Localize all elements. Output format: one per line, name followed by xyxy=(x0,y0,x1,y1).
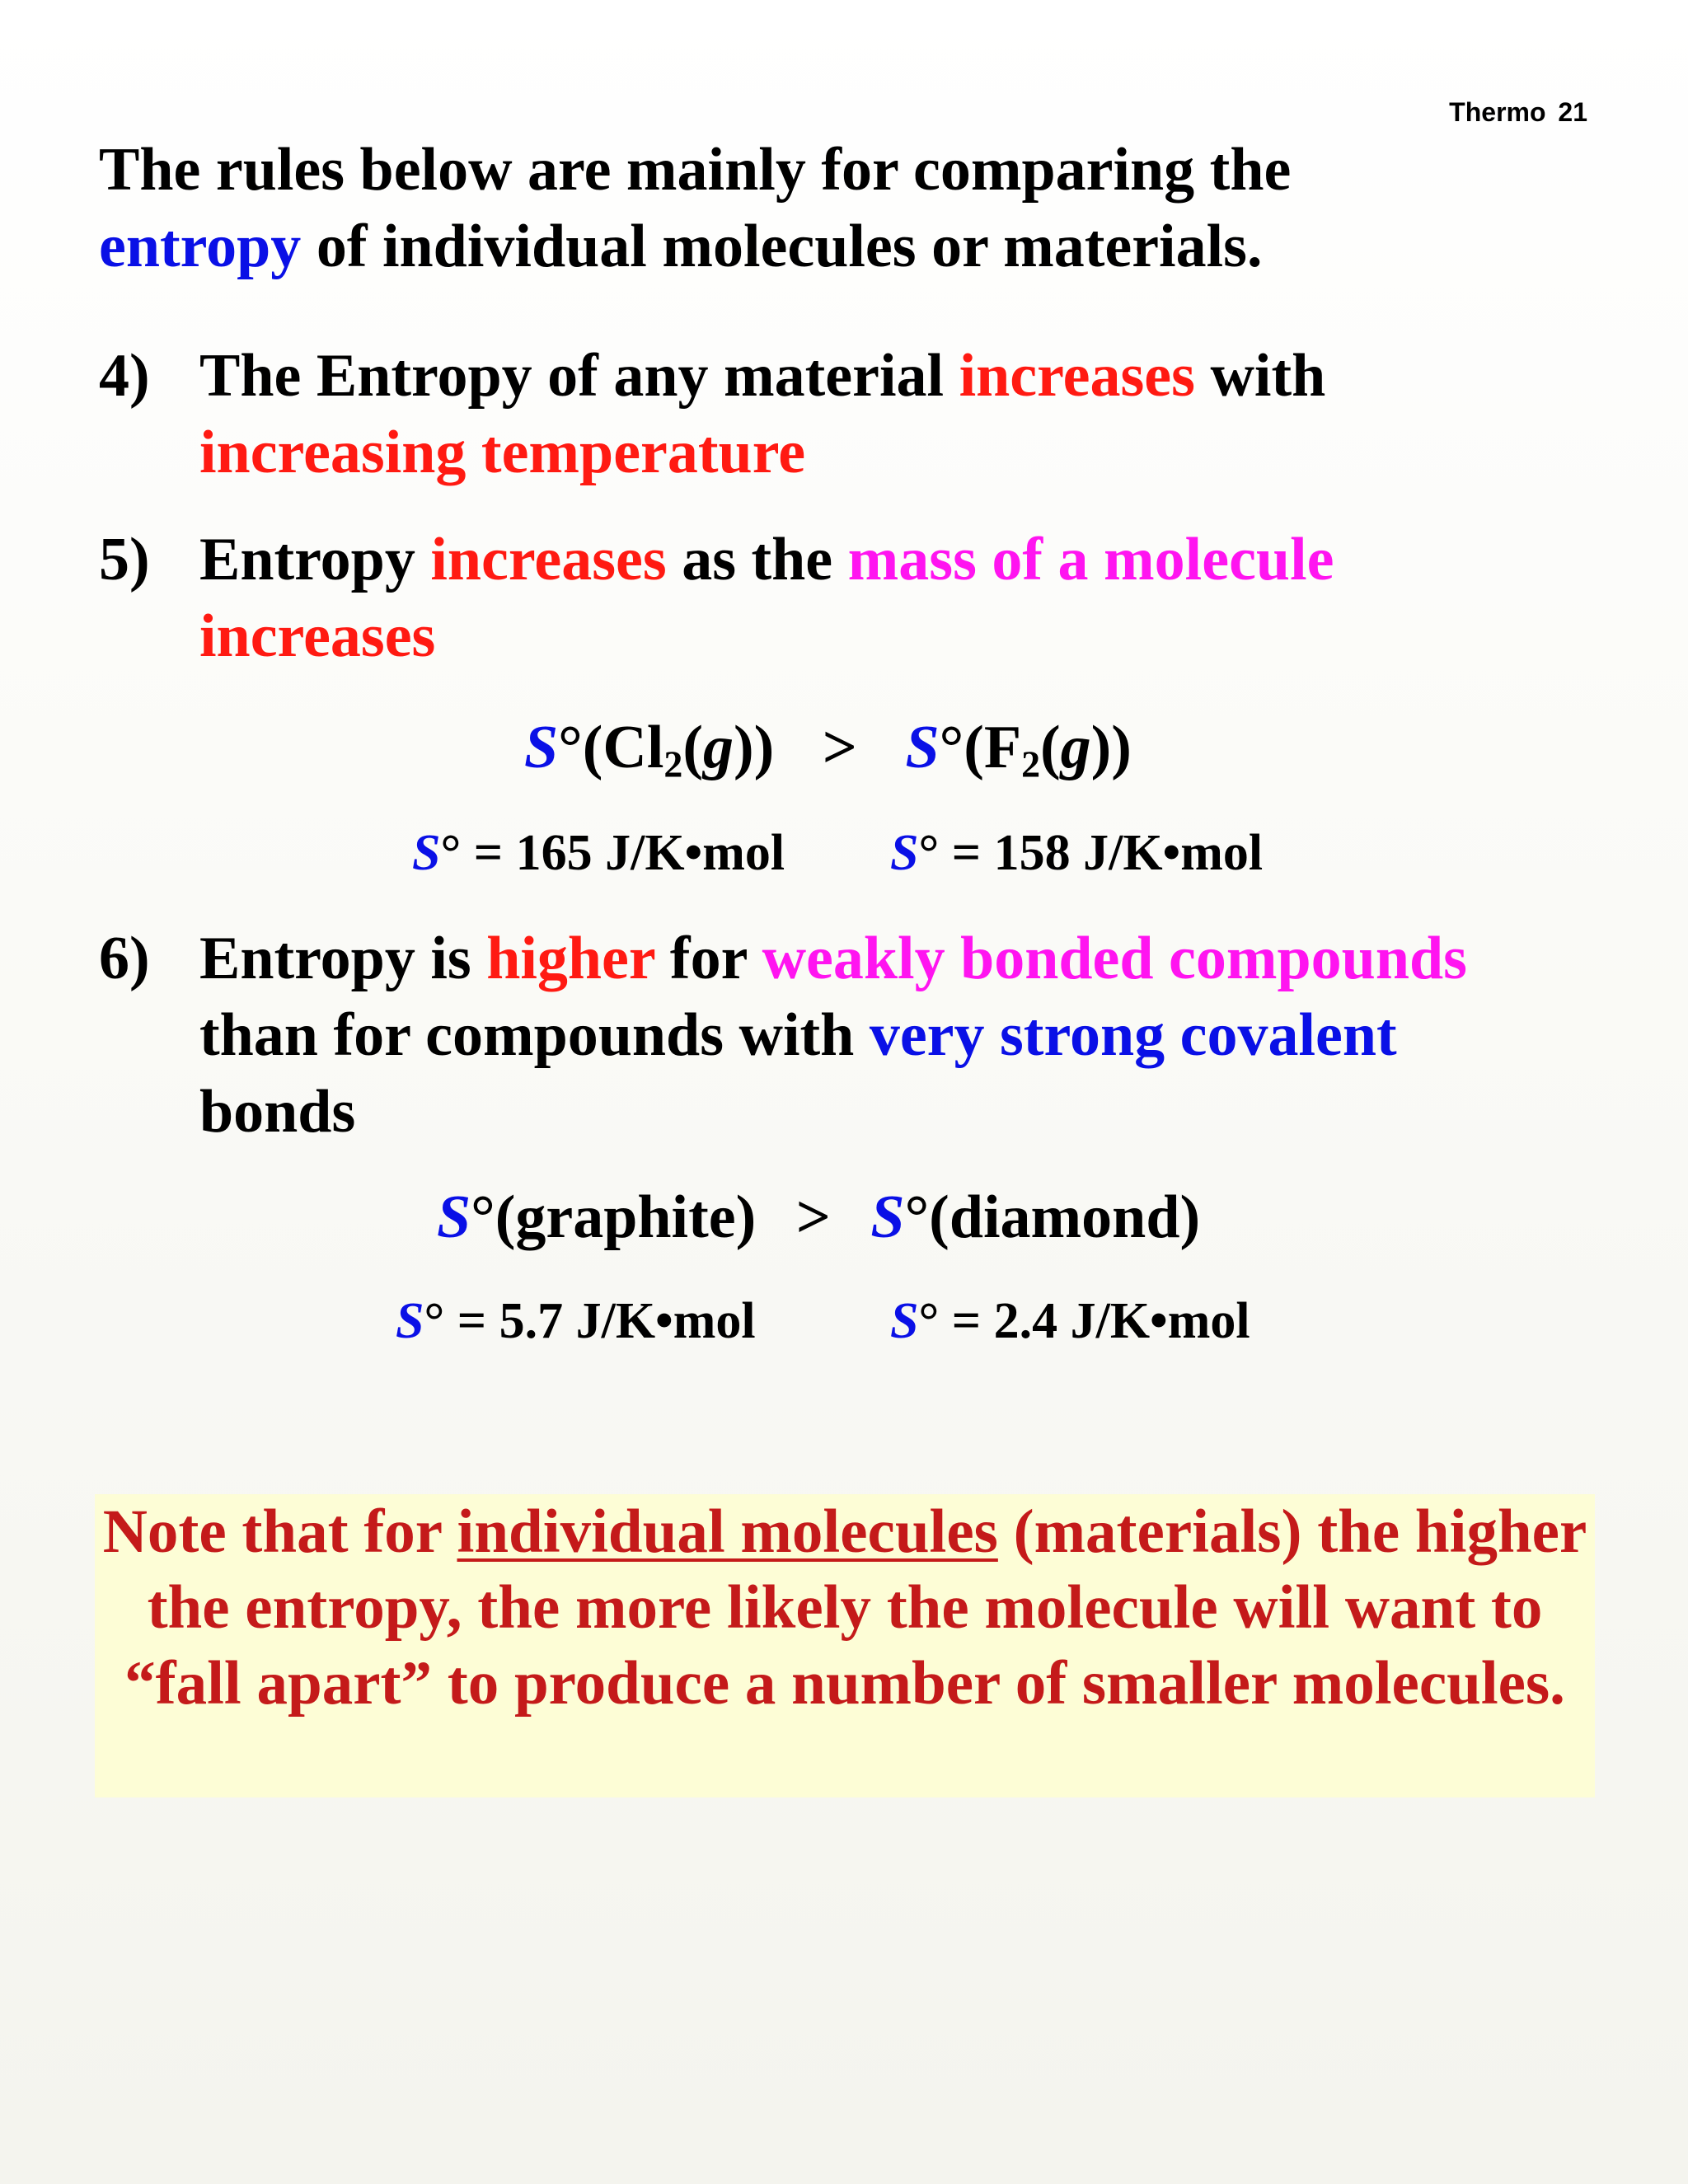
example-2-right-S: S xyxy=(870,1183,905,1251)
rule-5-highlight-increases: increases xyxy=(430,526,667,593)
example-1-left-value-S: S xyxy=(412,825,441,881)
rule-6-text-1: Entropy is xyxy=(199,925,487,992)
example-2-right-value-S: S xyxy=(890,1293,919,1349)
rule-4-text-1: The Entropy of any material xyxy=(199,342,959,410)
rule-4-highlight-increases: increases xyxy=(959,342,1195,410)
rule-5 xyxy=(99,522,1599,675)
rule-6-number: 6) xyxy=(99,925,150,992)
note-text-1: Note that for xyxy=(102,1497,457,1566)
example-2-comparator: > xyxy=(795,1183,831,1251)
example-2-left-text: °(graphite) xyxy=(471,1183,757,1251)
rule-5-text-2: as the xyxy=(666,526,848,593)
example-1-left-close: )) xyxy=(734,714,775,781)
example-1-right-S: S xyxy=(905,714,940,781)
example-2-equation xyxy=(437,1180,1200,1254)
rule-5-text xyxy=(199,522,1599,675)
rule-4 xyxy=(99,338,1599,491)
example-2-right-value xyxy=(890,1292,1250,1350)
example-2-left-S: S xyxy=(437,1183,471,1251)
rule-6-highlight-covalent: very strong covalent xyxy=(869,1001,1397,1069)
example-1-left-subscript: 2 xyxy=(663,743,683,785)
example-1-left-paren: ( xyxy=(682,714,703,781)
example-1-left-open: °(Cl xyxy=(558,714,664,781)
rule-6-highlight-weakly-bonded: weakly bonded compounds xyxy=(762,925,1467,992)
rule-4-text-2: with xyxy=(1194,342,1326,410)
example-1-left-value-text: ° = 165 J/K•mol xyxy=(440,825,785,881)
example-1-right-subscript: 2 xyxy=(1021,743,1040,785)
rule-4-text xyxy=(199,338,1599,491)
example-1-left-g: g xyxy=(703,714,734,781)
example-1-right-paren: ( xyxy=(1040,714,1061,781)
rule-5-highlight-mass: mass of a molecule xyxy=(847,526,1334,593)
rule-6-highlight-higher: higher xyxy=(486,925,655,992)
example-2-left-value xyxy=(396,1292,756,1350)
example-1-right-close: )) xyxy=(1090,714,1132,781)
note-text xyxy=(95,1494,1595,1722)
example-1-right-value-text: ° = 158 J/K•mol xyxy=(918,825,1264,881)
rule-5-highlight-increases-2: increases xyxy=(199,602,436,670)
rule-6-text-4: bonds xyxy=(199,1078,356,1146)
rule-5-number: 5) xyxy=(99,526,150,593)
rule-6 xyxy=(99,921,1599,1151)
rule-6-text xyxy=(199,921,1599,1151)
example-1-right-g: g xyxy=(1060,714,1091,781)
note-text-2: (materials) the higher the entropy, the more likely the molecule will want to “fall apart” to produce a number of smaller molecules. xyxy=(124,1497,1587,1718)
example-1-comparator: > xyxy=(822,714,857,781)
example-1-right-value-S: S xyxy=(890,825,919,881)
example-1-left-S: S xyxy=(524,714,559,781)
example-1-equation xyxy=(524,710,1132,785)
rule-6-text-3: than for compounds with xyxy=(199,1001,870,1069)
rule-6-text-2: for xyxy=(654,925,762,992)
intro-entropy-highlight: entropy xyxy=(99,213,302,280)
example-1-right-open: °(F xyxy=(939,714,1022,781)
example-2-right-text: °(diamond) xyxy=(904,1183,1201,1251)
intro-paragraph xyxy=(99,132,1550,285)
example-1-left-value xyxy=(412,824,785,882)
intro-text-2: of individual molecules or materials. xyxy=(301,213,1263,280)
rule-4-number: 4) xyxy=(99,342,150,410)
example-2-left-value-text: ° = 5.7 J/K•mol xyxy=(424,1293,756,1349)
page-number-label: Thermo 21 xyxy=(1449,97,1587,127)
rule-4-highlight-temperature: increasing temperature xyxy=(199,419,806,486)
example-2-right-value-text: ° = 2.4 J/K•mol xyxy=(918,1293,1250,1349)
intro-text-1: The rules below are mainly for comparing the xyxy=(99,136,1292,204)
example-1-right-value xyxy=(890,824,1263,882)
note-underlined: individual molecules xyxy=(457,1497,998,1566)
example-2-left-value-S: S xyxy=(396,1293,424,1349)
rule-5-text-1: Entropy xyxy=(199,526,431,593)
